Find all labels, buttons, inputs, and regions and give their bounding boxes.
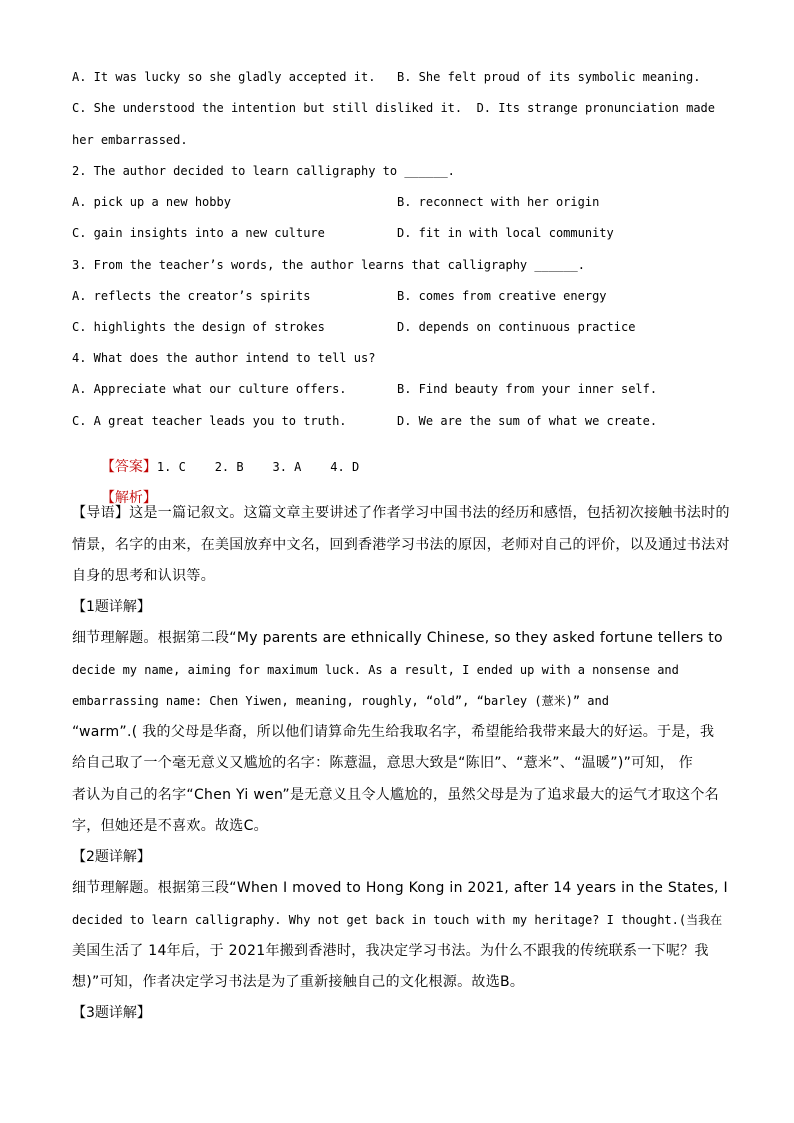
detail1-line-4: “warm”.( 我的父母是华裔，所以他们请算命先生给我取名字，希望能给我带来最大的好运。于是，我 — [72, 724, 715, 740]
guide-line-2: 情景，名字的由来，在美国放弃中文名，回到香港学习书法的原因，老师对自己的评价，以及通过书法对 — [72, 537, 730, 553]
detail2-tag: 【2题详解】 — [72, 849, 151, 865]
q1-option-a: A. It was lucky so she gladly accepted it. — [72, 70, 376, 84]
q3-option-a: A. reflects the creator’s spirits — [72, 289, 311, 303]
q2-option-b: B. reconnect with her origin — [397, 195, 600, 209]
detail2-line-3: 美国生活了 14年后，于 2021年搬到香港时，我决定学习书法。为什么不跟我的传统联系一下呢？我 — [72, 943, 709, 959]
q3-option-c: C. highlights the design of strokes — [72, 320, 325, 334]
q4-option-b: B. Find beauty from your inner self. — [397, 382, 658, 396]
detail3-tag: 【3题详解】 — [72, 1005, 151, 1021]
detail2-line-4: 想)”可知，作者决定学习书法是为了重新接触自己的文化根源。故选B。 — [72, 974, 525, 990]
q3-stem: 3. From the teacher’s words, the author learns that calligraphy ______. — [72, 258, 585, 272]
detail1-line-1: 细节理解题。根据第二段“My parents are ethnically Chinese, so they asked fortune tellers to — [72, 630, 723, 646]
guide-line-3: 自身的思考和认识等。 — [72, 568, 215, 584]
guide-tag: 【导语】 — [72, 505, 130, 521]
q3-option-b: B. comes from creative energy — [397, 289, 607, 303]
detail1-line-6: 者认为自己的名字“Chen Yi wen”是无意义且令人尴尬的，虽然父母是为了追求最大的运气才取这个名 — [72, 787, 719, 803]
detail1-line-2: decide my name, aiming for maximum luck. As a result, I ended up with a nonsense and — [72, 663, 679, 677]
detail1-line-5: 给自己取了一个毫无意义又尴尬的名字：陈薏温，意思大致是“陈旧”、“薏米”、“温暖”)”可知， 作 — [72, 755, 694, 771]
q2-stem: 2. The author decided to learn calligraphy to ______. — [72, 164, 455, 178]
detail2-line-1: 细节理解题。根据第三段“When I moved to Hong Kong in 2021, after 14 years in the States, I — [72, 880, 728, 896]
detail1-line-3: embarrassing name: Chen Yiwen, meaning, roughly, “old”, “barley (薏米)” and — [72, 694, 609, 708]
q1-option-b: B. She felt proud of its symbolic meaning. — [397, 70, 701, 84]
detail2-line-2: decided to learn calligraphy. Why not get back in touch with my heritage? I thought.(当我在 — [72, 913, 723, 927]
q4-option-a: A. Appreciate what our culture offers. — [72, 382, 347, 396]
answer-values: 1. C 2. B 3. A 4. D — [156, 460, 360, 474]
q1-option-cd: C. She understood the intention but still disliked it. D. Its strange pronunciation made — [72, 101, 715, 115]
q2-option-c: C. gain insights into a new culture — [72, 226, 325, 240]
q1-option-d-continued: her embarrassed. — [72, 133, 188, 147]
analysis-tag: 【解析】 — [100, 490, 157, 506]
detail1-line-7: 字，但她还是不喜欢。故选C。 — [72, 818, 268, 834]
guide-line-1 — [72, 505, 730, 521]
q4-option-d: D. We are the sum of what we create. — [397, 414, 658, 428]
q3-option-d: D. depends on continuous practice — [397, 320, 636, 334]
guide-text-1: 这是一篇记叙文。这篇文章主要讲述了作者学习中国书法的经历和感悟，包括初次接触书法时的 — [129, 505, 730, 521]
q2-option-a: A. pick up a new hobby — [72, 195, 231, 209]
q4-option-c: C. A great teacher leads you to truth. — [72, 414, 347, 428]
q2-option-d: D. fit in with local community — [397, 226, 614, 240]
answer-tag: 【答案】 — [100, 459, 157, 475]
q4-stem: 4. What does the author intend to tell us? — [72, 351, 376, 365]
detail1-tag: 【1题详解】 — [72, 599, 151, 615]
